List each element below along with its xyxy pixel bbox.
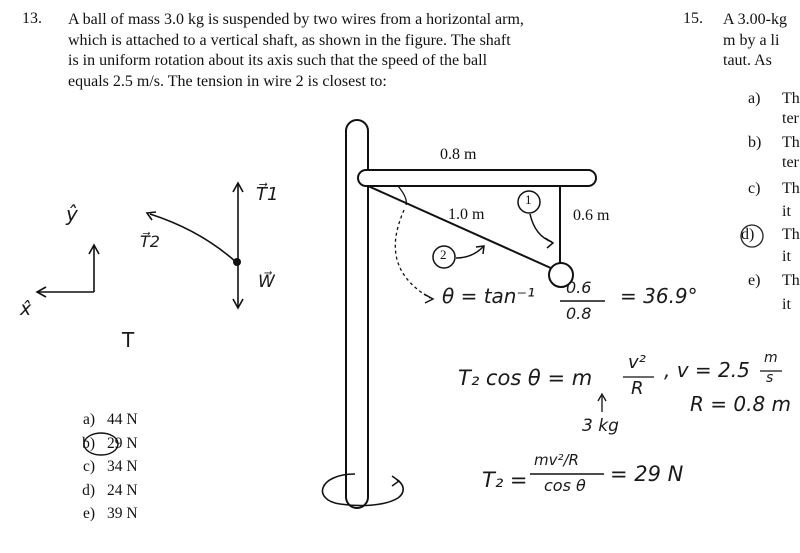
theta-equation: θ = tan⁻¹ [442, 284, 536, 308]
eq1-R: R = 0.8 m [690, 392, 792, 416]
q13-line: which is attached to a vertical shaft, as shown in the figure. The shaft [68, 31, 511, 49]
q15-option-letter: a) [748, 90, 761, 107]
q15-option-letter: b) [748, 134, 762, 151]
axis-y-label: ŷ [66, 202, 78, 226]
eq1-v: , v = 2.5 [664, 358, 750, 382]
q13-number: 13. [22, 10, 42, 27]
T-mark: T [122, 328, 135, 352]
theta-pointer [395, 210, 430, 298]
q15-option-text: Th [782, 134, 800, 151]
q15-option-cont: it [782, 296, 791, 313]
q15-line: A 3.00-kg [723, 11, 787, 28]
choice-a[interactable]: a) 44 N [82, 411, 138, 428]
q15-option-cont: ter [782, 154, 799, 171]
q15-answer-circle [741, 225, 763, 247]
theta-result: = 36.9° [620, 284, 698, 308]
q15-option-cont: it [782, 203, 791, 220]
q13-line: is in uniform rotation about its axis such that the speed of the ball [68, 52, 488, 69]
eq2-den: cos θ [544, 476, 586, 495]
eq2-result: = 29 N [610, 462, 684, 486]
wire1-length-label: 0.6 m [573, 207, 610, 224]
q15-option-letter: c) [748, 180, 761, 197]
eq1-frac-den: R [631, 378, 644, 399]
theta-frac-num: 0.6 [566, 278, 592, 297]
q15-option-text: Th [782, 90, 800, 107]
q15-line: taut. As [723, 52, 772, 69]
axis-x-label: x̂ [20, 298, 32, 320]
choice-d[interactable]: d) 24 N [82, 481, 138, 499]
q15-option-text: Th [782, 226, 800, 243]
fbd-point [233, 258, 241, 266]
wire2-length-label: 1.0 m [448, 206, 485, 223]
q15-option-letter: e) [748, 272, 761, 289]
fbd-T2-arrow [150, 214, 236, 262]
q15-option-cont: ter [782, 110, 799, 127]
q13-line: A ball of mass 3.0 kg is suspended by two wires from a horizontal arm, [68, 11, 524, 28]
unit-num: m [764, 350, 778, 366]
theta-frac-den: 0.8 [566, 304, 592, 323]
q15-number: 15. [683, 10, 703, 27]
wire2-marker: 2 [440, 247, 447, 262]
eq2-num: mv²/R [534, 451, 579, 469]
q13-line: equals 2.5 m/s. The tension in wire 2 is closest to: [68, 72, 387, 90]
q15-option-letter-circled: d) [741, 226, 755, 243]
choice-b[interactable]: b) 29 N [82, 434, 138, 452]
choice-c[interactable]: c) 34 N [82, 458, 138, 475]
q15-option-text: Th [782, 272, 800, 289]
eq2-left: T₂ = [482, 468, 528, 492]
q15-option-cont: it [782, 248, 791, 265]
eq1-frac-num: v² [628, 352, 646, 373]
q15-line: m by a li [723, 31, 780, 49]
unit-den: s [766, 370, 774, 386]
eq1-left: T₂ cos θ = m [458, 366, 593, 390]
q13-choices [63, 408, 138, 526]
horizontal-arm [358, 170, 596, 186]
arm-length-label: 0.8 m [440, 146, 477, 163]
fbd-T1-label: T⃗1 [256, 184, 279, 205]
wire1-marker: 1 [525, 192, 532, 207]
marker2-arrow [456, 247, 483, 258]
fbd-W-label: W⃗ [258, 272, 275, 292]
choice-e[interactable]: e) 39 N [82, 505, 138, 522]
marker1-arrow [530, 214, 552, 242]
mass-note: 3 kg [582, 416, 619, 436]
fbd-T2-label: T⃗2 [140, 232, 160, 251]
q15-option-text: Th [782, 180, 800, 197]
